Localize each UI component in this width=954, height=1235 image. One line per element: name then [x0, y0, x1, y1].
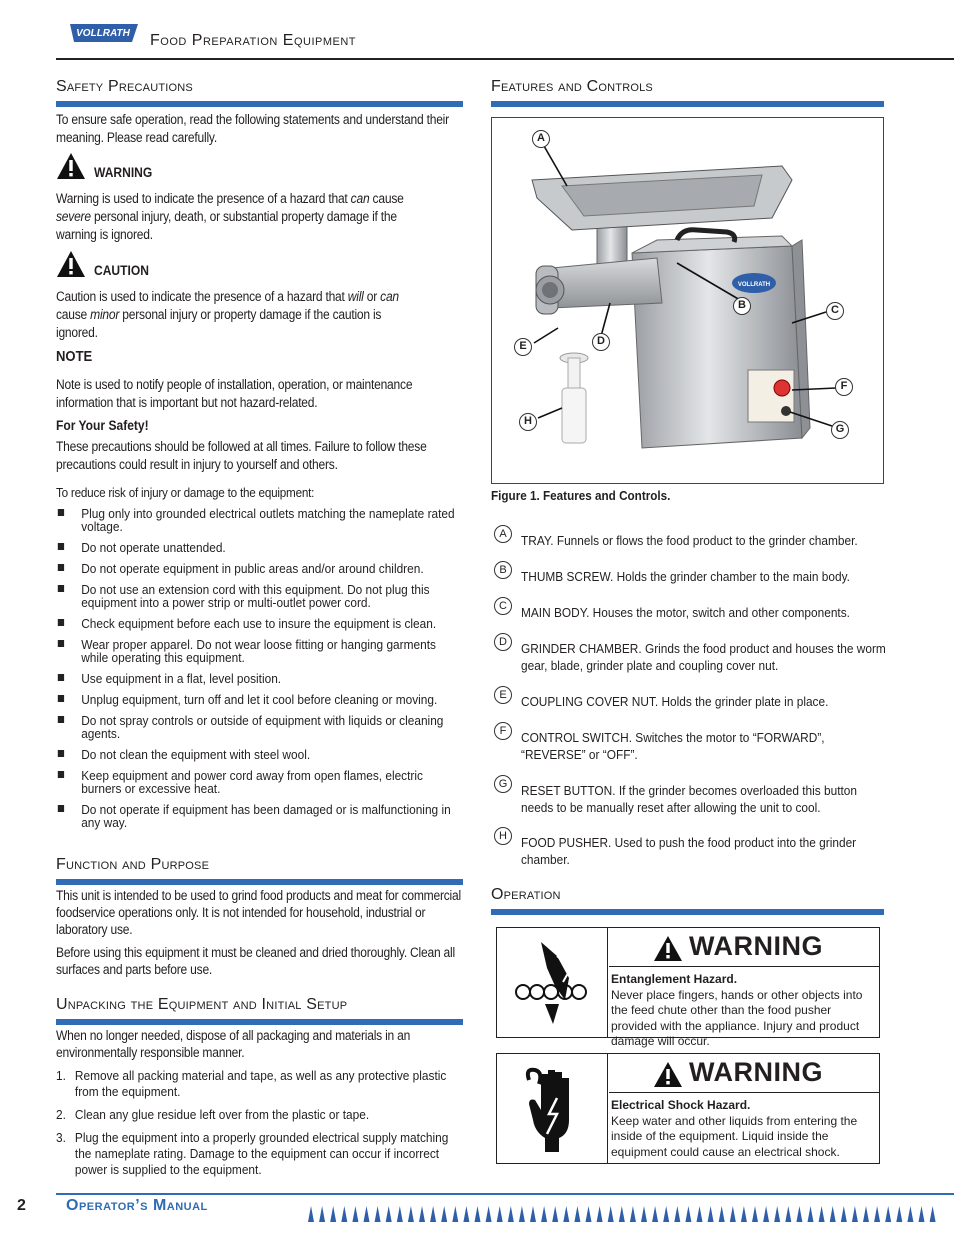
warning-triangle-icon [56, 152, 86, 180]
bullet-square-icon [58, 619, 64, 626]
entanglement-text: Entanglement Hazard. Never place fingers, hands or other objects into the feed chute other than the food pusher provided with the appliance. Injury and product damage will occur. [611, 972, 863, 1048]
caution-text: Caution is used to indicate the presence of a hazard that will or can cause minor personal injury or property damage if the caution is ignored. [56, 289, 399, 340]
step-text: Plug the equipment into a properly grounded electrical supply matching the nameplate rating. Damage to the equipment can occur if incorrect power is supplied to the equipment. [74, 1130, 449, 1177]
manual-title: Operator’s Manual [66, 1197, 208, 1214]
step-number: 2. [56, 1107, 66, 1122]
step-number: 3. [56, 1130, 66, 1145]
warning-title: WARNING [689, 931, 823, 961]
footer-triangle-mark [763, 1206, 769, 1222]
bullet-square-icon [58, 509, 64, 516]
footer-triangle-mark [708, 1206, 714, 1222]
footer-triangle-mark [319, 1206, 325, 1222]
footer-triangle-mark [819, 1206, 825, 1222]
features-title: Features and Controls [491, 78, 653, 95]
footer-triangle-mark [830, 1206, 836, 1222]
footer-triangle-mark [730, 1206, 736, 1222]
footer-triangle-mark [308, 1206, 314, 1222]
bullet-text: Do not operate equipment in public areas and/or around children. [81, 561, 424, 576]
step-number: 1. [56, 1068, 66, 1083]
unpacking-step [56, 1130, 463, 1178]
footer-triangle-mark [852, 1206, 858, 1222]
vollrath-logo [66, 22, 140, 44]
note-label: NOTE [56, 349, 93, 365]
feature-text: THUMB SCREW. Holds the grinder chamber to the main body. [521, 569, 850, 584]
callout-e: E [514, 338, 532, 356]
safety-bullet-item [56, 748, 463, 761]
callout-g: G [831, 421, 849, 439]
footer-triangle-mark [364, 1206, 370, 1222]
unpacking-steps [56, 1068, 463, 1185]
warning-banner [609, 929, 879, 967]
footer-triangle-mark [563, 1206, 569, 1222]
safety-bullet-item [56, 803, 463, 829]
footer-triangle-mark [508, 1206, 514, 1222]
feature-text: MAIN BODY. Houses the motor, switch and other components. [521, 605, 850, 620]
footer-triangle-mark [597, 1206, 603, 1222]
footer-triangle-mark [386, 1206, 392, 1222]
electrical-warning-box [496, 1053, 880, 1164]
section-bar [56, 879, 463, 885]
callout-d: D [592, 333, 610, 351]
safety-intro: To ensure safe operation, read the following statements and understand their meaning. Please read carefully. [56, 112, 449, 145]
footer-triangle-mark [697, 1206, 703, 1222]
bullet-text: Do not use an extension cord with this equipment. Do not plug this equipment into a power strip or multi-outlet power cord. [81, 582, 430, 610]
figure-caption: Figure 1. Features and Controls. [491, 488, 671, 503]
footer-triangle-mark [808, 1206, 814, 1222]
callout-h: H [519, 413, 537, 431]
footer-triangle-mark [907, 1206, 913, 1222]
footer-triangle-mark [352, 1206, 358, 1222]
callout-b: B [733, 297, 751, 315]
footer-triangle-mark [796, 1206, 802, 1222]
meat-grinder-illustration [492, 118, 883, 483]
unpacking-step [56, 1068, 463, 1100]
bullet-text: Do not operate unattended. [81, 540, 226, 555]
caution-label: CAUTION [94, 263, 149, 278]
bullet-square-icon [58, 640, 64, 647]
electrical-shock-icon [521, 1064, 583, 1154]
footer-triangle-mark [552, 1206, 558, 1222]
footer-triangle-mark [841, 1206, 847, 1222]
safety-bullet-item [56, 672, 463, 685]
unpacking-step [56, 1107, 463, 1123]
features-figure [491, 117, 884, 484]
feature-letter: D [494, 633, 512, 651]
feature-text: COUPLING COVER NUT. Holds the grinder plate in place. [521, 694, 829, 709]
warning-label: WARNING [94, 165, 153, 180]
feature-text: CONTROL SWITCH. Switches the motor to “FORWARD”, “REVERSE” or “OFF”. [521, 730, 825, 762]
footer-triangle-mark [397, 1206, 403, 1222]
footer-triangle-mark [785, 1206, 791, 1222]
note-text: Note is used to notify people of installation, operation, or maintenance information that is important but not hazard-related. [56, 377, 413, 410]
footer-triangle-mark [719, 1206, 725, 1222]
callout-c: C [826, 302, 844, 320]
bullet-text: Check equipment before each use to insure the equipment is clean. [81, 616, 437, 631]
footer-triangle-mark [330, 1206, 336, 1222]
bullet-square-icon [58, 695, 64, 702]
warning-title: WARNING [689, 1057, 823, 1087]
function-p2: Before using this equipment it must be cleaned and dried thoroughly. Clean all surfaces and parts before use. [56, 945, 455, 977]
safety-bullet-item [56, 638, 463, 664]
feature-text: TRAY. Funnels or flows the food product to the grinder chamber. [521, 533, 858, 548]
footer-triangle-mark [863, 1206, 869, 1222]
footer-triangle-mark [741, 1206, 747, 1222]
footer-triangle-mark [752, 1206, 758, 1222]
feature-text: FOOD PUSHER. Used to push the food product into the grinder chamber. [521, 835, 857, 867]
entanglement-hazard-icon [511, 938, 593, 1028]
footer-triangle-mark [497, 1206, 503, 1222]
footer-triangle-mark [419, 1206, 425, 1222]
operation-title: Operation [491, 886, 561, 903]
warning-banner [609, 1055, 879, 1093]
bullet-text: Wear proper apparel. Do not wear loose fitting or hanging garments while operating this equipment. [81, 637, 436, 665]
section-bar [491, 909, 884, 915]
unpacking-intro: When no longer needed, dispose of all packaging and materials in an environmentally responsible manner. [56, 1028, 411, 1060]
footer-triangle-mark [408, 1206, 414, 1222]
bullet-text: Do not spray controls or outside of equipment with liquids or cleaning agents. [81, 713, 444, 741]
feature-letter: C [494, 597, 512, 615]
section-bar [56, 1019, 463, 1025]
header-rule [56, 58, 954, 60]
feature-letter: G [494, 775, 512, 793]
footer-rule [56, 1193, 954, 1195]
footer-triangle-mark [874, 1206, 880, 1222]
safety-bullet-item [56, 714, 463, 740]
function-title: Function and Purpose [56, 856, 210, 873]
bullet-square-icon [58, 564, 64, 571]
caution-triangle-icon [56, 250, 86, 278]
footer-triangle-mark [930, 1206, 936, 1222]
feature-letter: A [494, 525, 512, 543]
reduce-risk-intro: To reduce risk of injury or damage to the equipment: [56, 485, 315, 500]
electrical-shock-text: Electrical Shock Hazard. Keep water and other liquids from entering the inside of the equipment. Liquid inside the equipment could cause an electrical shock. [611, 1098, 858, 1159]
unpacking-title: Unpacking the Equipment and Initial Setup [56, 996, 348, 1013]
bullet-square-icon [58, 716, 64, 723]
footer-triangle-mark [774, 1206, 780, 1222]
footer-decoration [308, 1205, 948, 1223]
footer-triangle-mark [475, 1206, 481, 1222]
safety-bullet-item [56, 769, 463, 795]
page-number: 2 [17, 1197, 26, 1214]
step-text: Remove all packing material and tape, as well as any protective plastic from the equipment. [74, 1068, 447, 1099]
feature-letter: H [494, 827, 512, 845]
footer-triangle-mark [641, 1206, 647, 1222]
footer-triangle-mark [608, 1206, 614, 1222]
footer-triangle-mark [630, 1206, 636, 1222]
nameplate-label: VOLLRATH [737, 282, 771, 288]
warning-text: Warning is used to indicate the presence of a hazard that can cause severe personal injury, death, or substantial property damage if the warning is ignored. [56, 191, 404, 242]
footer-triangle-mark [430, 1206, 436, 1222]
footer-triangle-mark [486, 1206, 492, 1222]
footer-triangle-mark [919, 1206, 925, 1222]
safety-title: Safety Precautions [56, 78, 193, 95]
footer-triangle-mark [541, 1206, 547, 1222]
footer-triangle-mark [519, 1206, 525, 1222]
section-bar [56, 101, 463, 107]
safety-bullet-item [56, 507, 463, 533]
footer-triangle-mark [652, 1206, 658, 1222]
safety-bullet-list [56, 507, 463, 837]
callout-f: F [835, 378, 853, 396]
step-text: Clean any glue residue left over from the plastic or tape. [74, 1107, 370, 1122]
entanglement-warning-box [496, 927, 880, 1048]
feature-text: GRINDER CHAMBER. Grinds the food product and houses the worm gear, blade, grinder plate and coupling cover nut. [521, 641, 886, 673]
footer-triangle-mark [530, 1206, 536, 1222]
bullet-text: Plug only into grounded electrical outlets matching the nameplate rated voltage. [81, 506, 455, 534]
bullet-text: Keep equipment and power cord away from open flames, electric burners or excessive heat. [81, 768, 423, 796]
for-your-safety-label: For Your Safety! [56, 418, 149, 433]
header-title: Food Preparation Equipment [150, 32, 356, 49]
footer-triangle-mark [441, 1206, 447, 1222]
bullet-square-icon [58, 585, 64, 592]
bullet-square-icon [58, 805, 64, 812]
feature-text: RESET BUTTON. If the grinder becomes overloaded this button needs to be manually reset after allowing the unit to cool. [521, 783, 858, 815]
footer-triangle-mark [663, 1206, 669, 1222]
bullet-square-icon [58, 674, 64, 681]
footer-triangle-mark [896, 1206, 902, 1222]
bullet-square-icon [58, 543, 64, 550]
safety-bullet-item [56, 583, 463, 609]
feature-letter: E [494, 686, 512, 704]
footer-triangle-mark [674, 1206, 680, 1222]
footer-triangle-mark [885, 1206, 891, 1222]
warning-triangle-icon [653, 1061, 683, 1088]
svg-text:VOLLRATH: VOLLRATH [76, 28, 130, 39]
safety-bullet-item [56, 693, 463, 706]
footer-triangle-mark [341, 1206, 347, 1222]
footer-triangle-mark [574, 1206, 580, 1222]
footer-triangle-mark [452, 1206, 458, 1222]
callout-a: A [532, 130, 550, 148]
footer-triangle-mark [619, 1206, 625, 1222]
section-bar [491, 101, 884, 107]
footer-triangle-mark [586, 1206, 592, 1222]
footer-triangle-mark [685, 1206, 691, 1222]
warning-triangle-icon [653, 935, 683, 962]
feature-letter: B [494, 561, 512, 579]
safety-bullet-item [56, 541, 463, 554]
footer-triangle-mark [375, 1206, 381, 1222]
for-your-safety-text: These precautions should be followed at all times. Failure to follow these precautions could result in injury to yourself and others. [56, 439, 427, 472]
feature-letter: F [494, 722, 512, 740]
bullet-text: Do not operate if equipment has been damaged or is malfunctioning in any way. [81, 802, 451, 830]
bullet-square-icon [58, 771, 64, 778]
bullet-text: Do not clean the equipment with steel wool. [81, 747, 311, 762]
function-p1: This unit is intended to be used to grind food products and meat for commercial foodservice operations only. It is not intended for household, industrial or laboratory use. [56, 888, 461, 937]
footer-triangle-mark [463, 1206, 469, 1222]
safety-bullet-item [56, 617, 463, 630]
bullet-text: Use equipment in a flat, level position. [81, 671, 282, 686]
safety-bullet-item [56, 562, 463, 575]
bullet-square-icon [58, 750, 64, 757]
bullet-text: Unplug equipment, turn off and let it cool before cleaning or moving. [81, 692, 438, 707]
